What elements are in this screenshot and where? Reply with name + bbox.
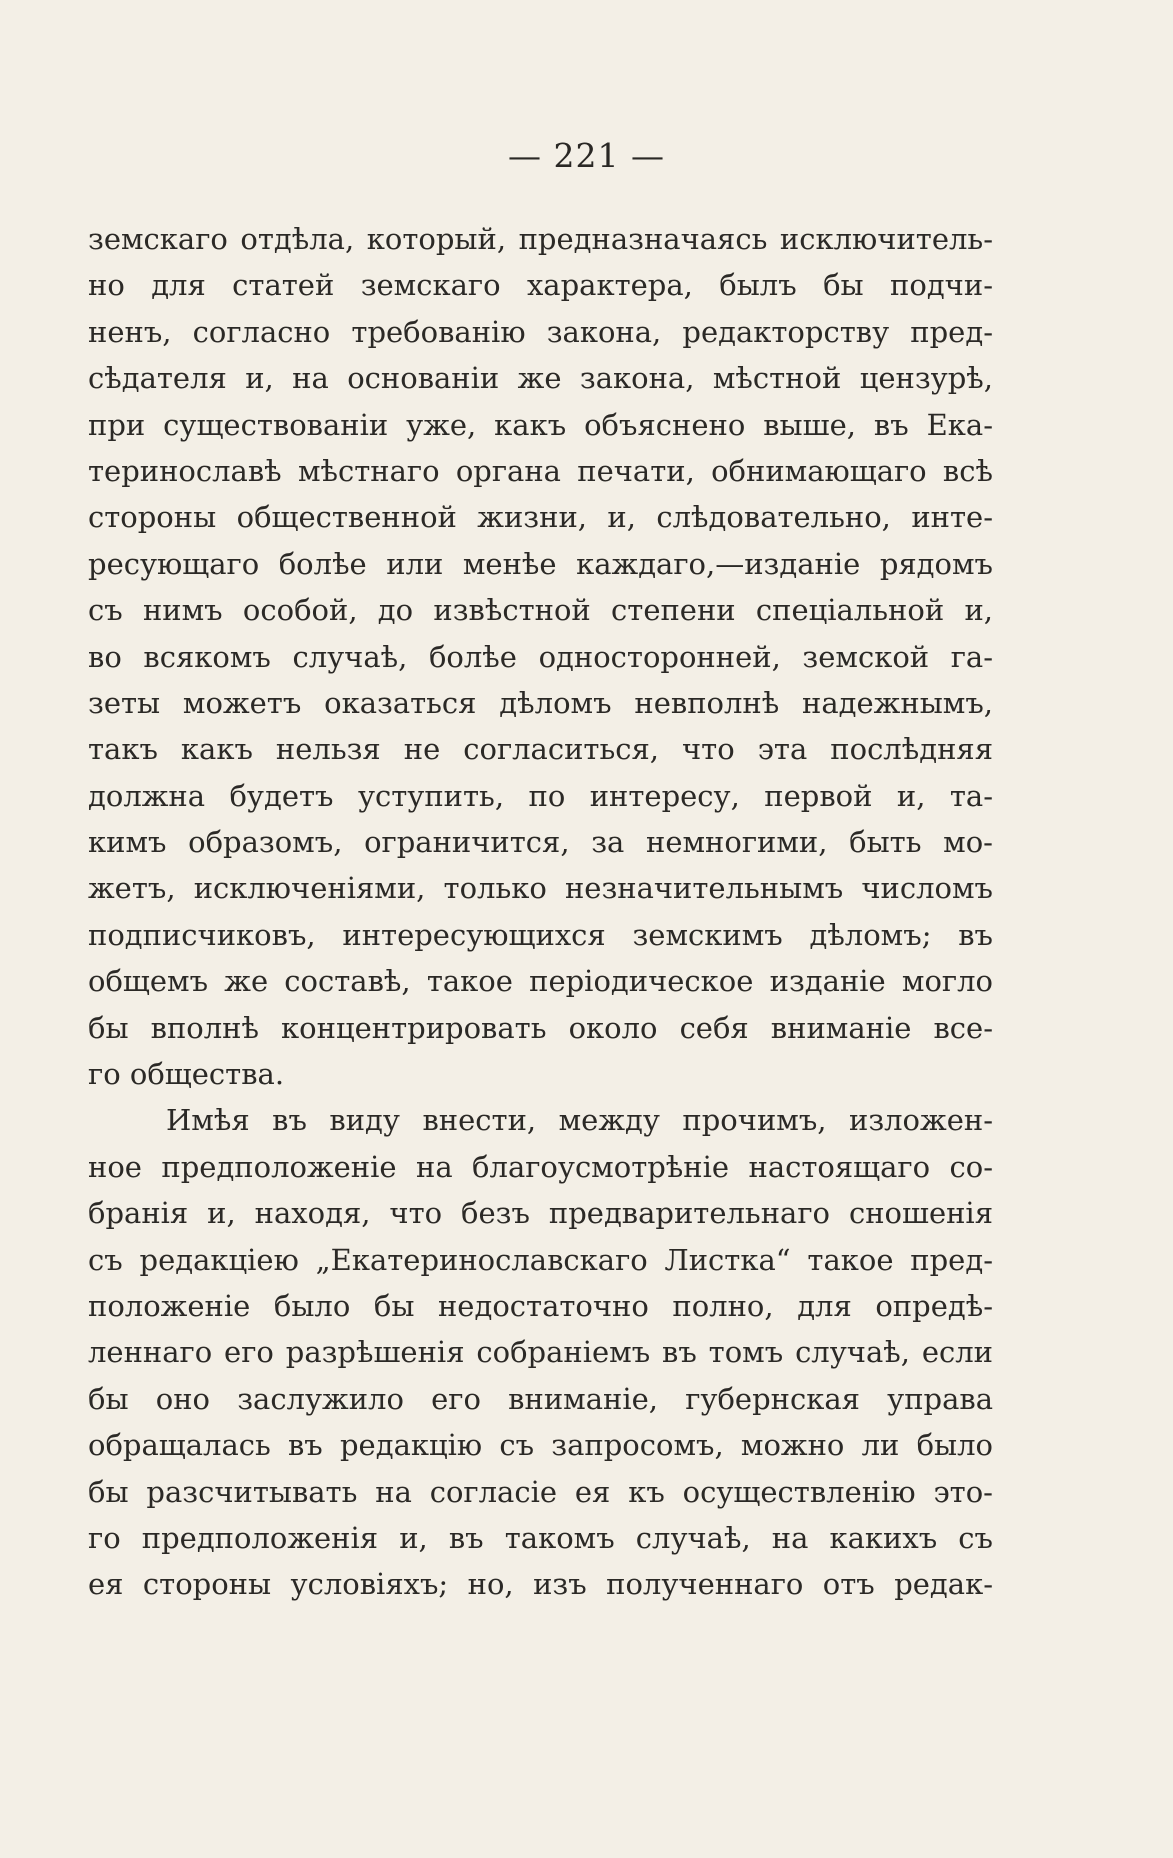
text-line: бы вполнѣ концентрировать около себя вниманіе все- — [88, 1010, 993, 1045]
text-line: съ нимъ особой, до извѣстной степени спеціальной и, — [88, 593, 993, 628]
text-line: го предположенія и, въ такомъ случаѣ, на какихъ съ — [88, 1520, 993, 1555]
text-line: но для статей земскаго характера, былъ бы подчи- — [88, 268, 993, 303]
page-number: — 221 — — [508, 136, 665, 175]
text-line: ея стороны условіяхъ; но, изъ полученнаго отъ редак- — [88, 1567, 993, 1602]
text-line: бы оно заслужило его вниманіе, губернская управа — [88, 1381, 993, 1416]
text-line: должна будетъ уступить, по интересу, первой и, та- — [88, 778, 993, 813]
body-text — [88, 216, 993, 1608]
text-line: положеніе было бы недостаточно полно, для опредѣ- — [88, 1288, 993, 1323]
text-line: кимъ образомъ, ограничится, за немногими, быть мо- — [88, 825, 993, 860]
text-line: земскаго отдѣла, который, предназначаясь исключитель- — [88, 222, 993, 256]
text-line: съ редакціею „Екатеринославскаго Листка“ такое пред- — [88, 1242, 993, 1277]
text-line: бранія и, находя, что безъ предварительнаго сношенія — [88, 1196, 993, 1231]
text-line: леннаго его разрѣшенія собраніемъ въ томъ случаѣ, если — [88, 1335, 993, 1370]
text-line: во всякомъ случаѣ, болѣе односторонней, земской га- — [88, 639, 993, 674]
text-line: Имѣя въ виду внести, между прочимъ, изложен- — [166, 1103, 993, 1138]
text-line: общемъ же составѣ, такое періодическое изданіе могло — [88, 964, 993, 999]
text-line: го общества. — [88, 1057, 285, 1092]
text-line: сѣдателя и, на основаніи же закона, мѣстной цензурѣ, — [88, 361, 993, 396]
text-line: при существованіи уже, какъ объяснено выше, въ Ека- — [88, 407, 993, 442]
text-line: жетъ, исключеніями, только незначительнымъ числомъ — [88, 871, 993, 906]
text-line: бы разсчитывать на согласіе ея къ осуществленію это- — [88, 1474, 993, 1509]
text-line: подписчиковъ, интересующихся земскимъ дѣломъ; въ — [88, 917, 993, 952]
paragraph-2 — [88, 1097, 993, 1607]
text-line: ное предположеніе на благоусмотрѣніе настоящаго со- — [88, 1149, 993, 1184]
text-line: стороны общественной жизни, и, слѣдовательно, инте- — [88, 500, 993, 535]
text-line: такъ какъ нельзя не согласиться, что эта послѣдняя — [88, 732, 993, 767]
text-line: ресующаго болѣе или менѣе каждаго,—изданіе рядомъ — [88, 546, 993, 581]
text-line: ненъ, согласно требованію закона, редакторству пред- — [88, 314, 993, 349]
paragraph-1 — [88, 216, 993, 1097]
text-line: зеты можетъ оказаться дѣломъ невполнѣ надежнымъ, — [88, 685, 993, 720]
text-line: обращалась въ редакцію съ запросомъ, можно ли было — [88, 1428, 993, 1463]
text-line: теринославѣ мѣстнаго органа печати, обнимающаго всѣ — [88, 453, 993, 488]
